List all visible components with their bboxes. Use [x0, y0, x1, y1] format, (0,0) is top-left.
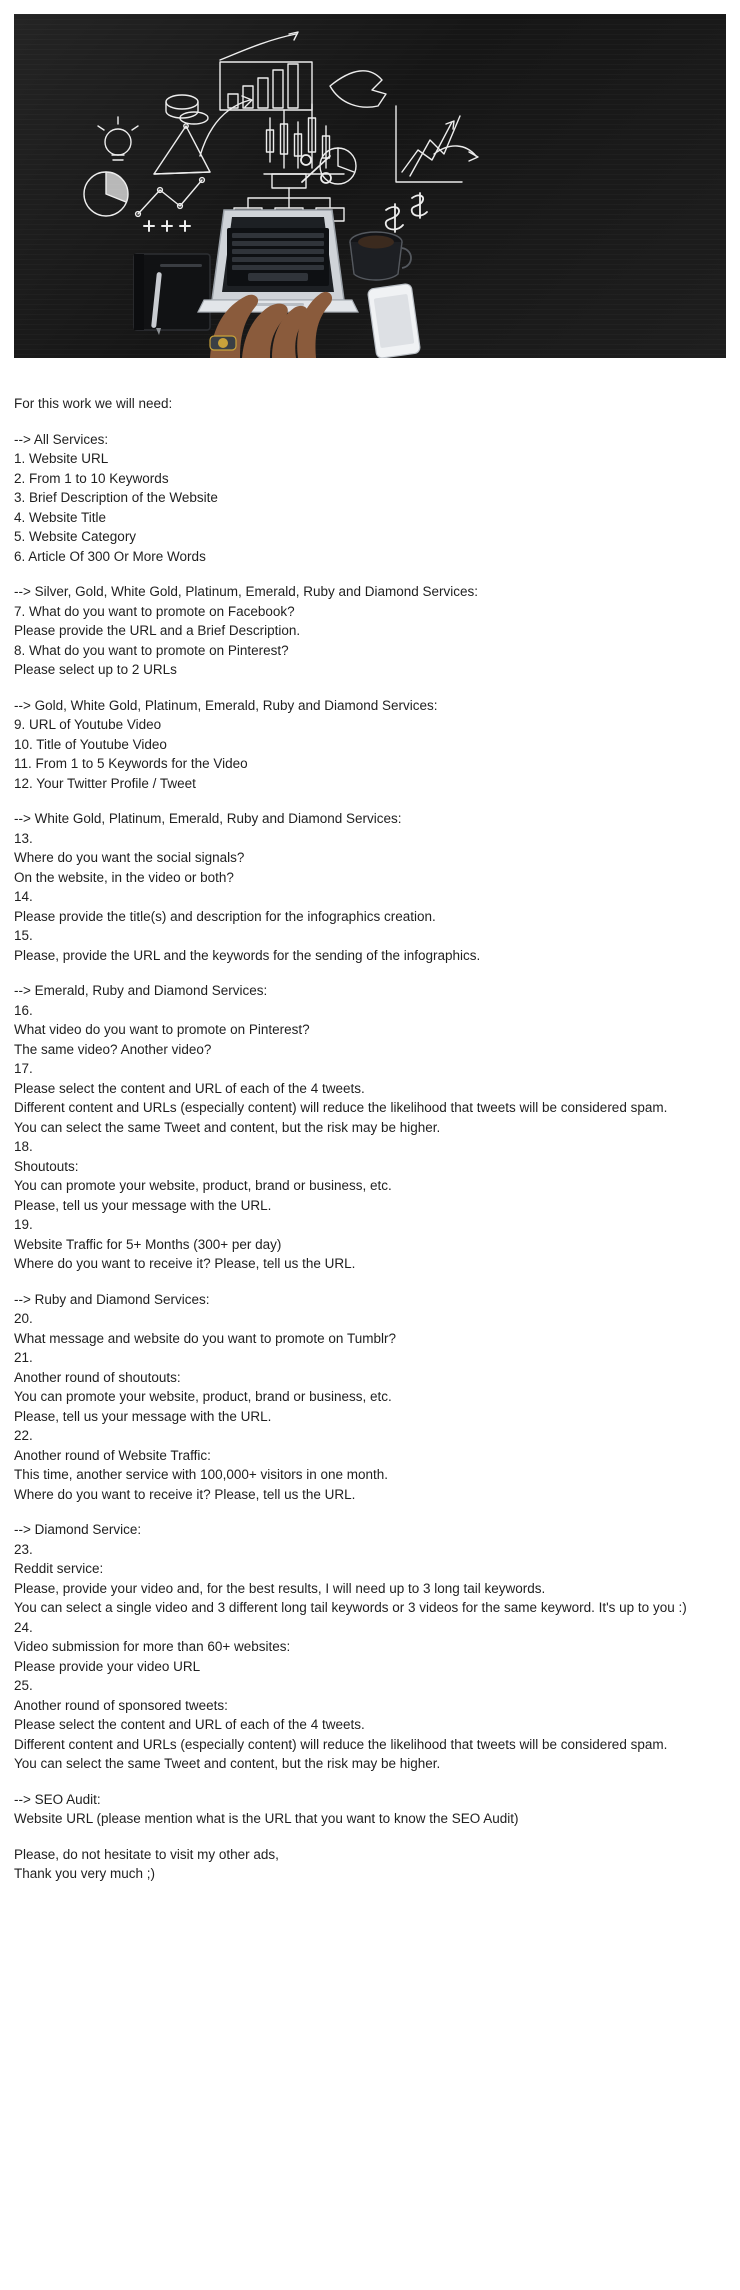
section-line: Shoutouts:: [14, 1158, 79, 1174]
dollar-sign-icon: [386, 193, 427, 232]
section-line: 25.: [14, 1678, 33, 1693]
section-line: You can select a single video and 3 different long tail keywords or 3 videos for the same keyword. It's up to you :): [14, 1600, 687, 1615]
line-graph-icon: [136, 178, 205, 217]
coins-icon: [166, 95, 208, 124]
section-line: 17.: [14, 1061, 33, 1076]
section-line: You can promote your website, product, brand or business, etc.: [14, 1178, 392, 1193]
section-diamond: [14, 1520, 726, 1774]
section-line: You can promote your website, product, brand or business, etc.: [14, 1389, 392, 1404]
section-line: Another round of sponsored tweets:: [14, 1697, 228, 1713]
section-line: 1. Website URL: [14, 451, 109, 466]
laptop-icon: [198, 210, 358, 312]
section-line: 11. From 1 to 5 Keywords for the Video: [14, 756, 248, 771]
section-line: 22.: [14, 1428, 33, 1443]
hero-image: [14, 14, 726, 358]
section-ruby-and-above: [14, 1290, 726, 1505]
section-line: On the website, in the video or both?: [14, 869, 234, 885]
closing-block: [14, 1845, 726, 1884]
axis-line-chart-icon: [396, 106, 462, 182]
section-line: Please select the content and URL of each of the 4 tweets.: [14, 1717, 365, 1732]
arrow-right-icon: [434, 146, 478, 161]
section-heading: --> Gold, White Gold, Platinum, Emerald, Ruby and Diamond Services:: [14, 697, 438, 713]
section-line: This time, another service with 100,000+ visitors in one month.: [14, 1467, 389, 1482]
wristwatch-icon: [210, 336, 236, 350]
section-line: 4. Website Title: [14, 509, 107, 525]
section-line: Where do you want to receive it? Please, tell us the URL.: [14, 1256, 356, 1271]
section-seo-audit: [14, 1790, 726, 1829]
curved-arrow-icon: [200, 96, 252, 156]
section-line: Another round of Website Traffic:: [14, 1447, 211, 1463]
section-line: Reddit service:: [14, 1561, 104, 1576]
section-all-services: [14, 430, 726, 567]
candlestick-chart-icon: [264, 104, 344, 174]
section-line: 24.: [14, 1619, 33, 1635]
coffee-mug-icon: [350, 232, 411, 280]
section-line: 23.: [14, 1541, 33, 1557]
section-line: Please select the content and URL of each of the 4 tweets.: [14, 1080, 365, 1096]
section-line: 18.: [14, 1139, 33, 1154]
hero-banner: [0, 0, 740, 372]
section-line: 16.: [14, 1002, 33, 1018]
section-line: 20.: [14, 1311, 33, 1326]
section-line: You can select the same Tweet and content, but the risk may be higher.: [14, 1756, 441, 1771]
section-line: 8. What do you want to promote on Pinterest?: [14, 642, 289, 658]
ribbon-arrow-icon: [330, 71, 386, 107]
intro-block: [14, 394, 726, 414]
section-emerald-and-above: [14, 981, 726, 1274]
smartphone-icon: [367, 283, 420, 358]
section-line: The same video? Another video?: [14, 1041, 212, 1057]
section-line: You can select the same Tweet and content, but the risk may be higher.: [14, 1119, 441, 1135]
section-line: 15.: [14, 928, 33, 943]
section-heading: --> Emerald, Ruby and Diamond Services:: [14, 983, 268, 998]
closing-line: Please, do not hesitate to visit my other ads,: [14, 1846, 279, 1862]
section-line: Different content and URLs (especially content) will reduce the likelihood that tweets will be considered spam.: [14, 1100, 668, 1115]
section-heading: --> White Gold, Platinum, Emerald, Ruby and Diamond Services:: [14, 811, 402, 826]
intro-line: For this work we will need:: [14, 396, 173, 411]
section-line: Please provide your video URL: [14, 1658, 201, 1674]
requirements-document: [0, 372, 740, 1900]
section-line: 12. Your Twitter Profile / Tweet: [14, 775, 196, 791]
section-line: Where do you want the social signals?: [14, 850, 245, 865]
notebook-icon: [134, 254, 210, 330]
section-heading: --> Diamond Service:: [14, 1522, 142, 1537]
section-line: Please, tell us your message with the URL.: [14, 1197, 272, 1213]
section-white-gold-and-above: [14, 809, 726, 965]
section-line: Where do you want to receive it? Please, tell us the URL.: [14, 1486, 356, 1502]
section-line: Website URL (please mention what is the URL that you want to know the SEO Audit): [14, 1811, 519, 1826]
section-heading: --> SEO Audit:: [14, 1791, 101, 1807]
section-heading: --> Ruby and Diamond Services:: [14, 1291, 210, 1307]
section-line: Website Traffic for 5+ Months (300+ per day): [14, 1236, 282, 1252]
section-line: Video submission for more than 60+ websites:: [14, 1639, 291, 1654]
section-line: Please, provide your video and, for the best results, I will need up to 3 long tail keywords.: [14, 1580, 546, 1596]
section-silver-and-above: [14, 582, 726, 680]
section-line: 10. Title of Youtube Video: [14, 736, 167, 752]
section-line: Please, provide the URL and the keywords for the sending of the infographics.: [14, 947, 481, 963]
section-line: What message and website do you want to promote on Tumblr?: [14, 1330, 396, 1346]
plus-plus-plus-icon: [144, 221, 190, 231]
section-line: Another round of shoutouts:: [14, 1369, 181, 1385]
bar-chart-growth-icon: [220, 32, 312, 110]
section-line: 13.: [14, 830, 33, 846]
section-heading: --> All Services:: [14, 431, 109, 447]
section-line: Please provide the URL and a Brief Description.: [14, 623, 301, 638]
section-line: Please provide the title(s) and description for the infographics creation.: [14, 908, 436, 924]
section-heading: --> Silver, Gold, White Gold, Platinum, Emerald, Ruby and Diamond Services:: [14, 584, 479, 599]
hero-illustration: [14, 14, 726, 358]
section-gold-and-above: [14, 696, 726, 794]
section-line: 21.: [14, 1350, 33, 1365]
section-line: What video do you want to promote on Pinterest?: [14, 1022, 310, 1037]
section-line: 19.: [14, 1217, 33, 1232]
section-line: 7. What do you want to promote on Facebook?: [14, 603, 295, 619]
section-line: 3. Brief Description of the Website: [14, 490, 218, 505]
section-line: 9. URL of Youtube Video: [14, 717, 162, 732]
section-line: Please select up to 2 URLs: [14, 662, 177, 677]
section-line: Please, tell us your message with the URL.: [14, 1408, 272, 1424]
section-line: Different content and URLs (especially content) will reduce the likelihood that tweets will be considered spam.: [14, 1736, 668, 1752]
pie-chart-icon: [84, 172, 128, 216]
lightbulb-idea-icon: [98, 117, 138, 160]
closing-line: Thank you very much ;): [14, 1866, 156, 1881]
section-line: 2. From 1 to 10 Keywords: [14, 470, 169, 486]
section-line: 6. Article Of 300 Or More Words: [14, 548, 206, 564]
section-line: 14.: [14, 889, 33, 904]
section-line: 5. Website Category: [14, 529, 137, 544]
